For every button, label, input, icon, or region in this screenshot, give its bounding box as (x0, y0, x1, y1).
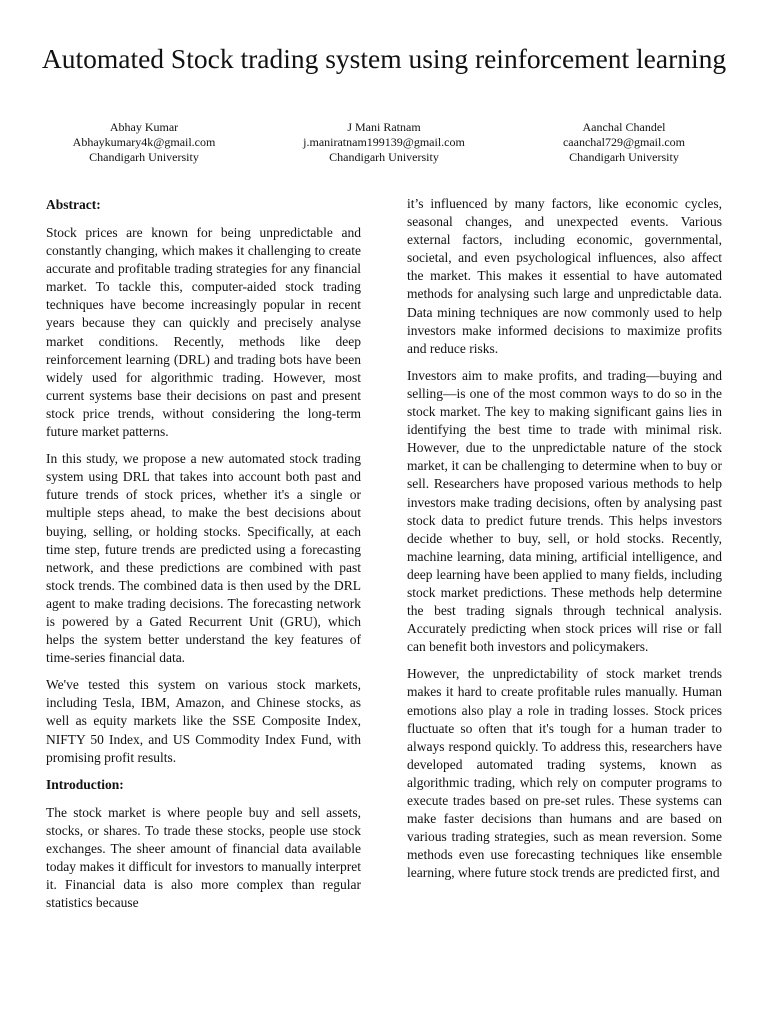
introduction-heading: Introduction: (46, 776, 124, 792)
left-column (46, 196, 361, 921)
author-email: caanchal729@gmail.com (562, 135, 685, 149)
author-affiliation: Chandigarh University (329, 150, 439, 164)
body-paragraph: it’s influenced by many factors, like economic cycles, seasonal changes, and unexpected events. Various external factors, including economic, governmental, societal, and even psychological influences, also affect the market. This makes it essential to have automated methods for analysing such large and unpredictable data. Data mining techniques are now commonly used to help investors make informed decisions to maximize profits and reduce risks. (407, 196, 722, 356)
author-1 (34, 120, 254, 165)
abstract-paragraph: Stock prices are known for being unpredictable and constantly changing, which makes it challenging to create accurate and profitable trading strategies for any financial market. To tackle this, computer-aided stock trading techniques have become increasingly popular in recent years because they can quickly and precisely analyse market conditions. Recently, methods like deep reinforcement learning (DRL) and trading bots have been widely used for algorithmic trading. However, most current systems base their decisions on past and present stock price trends, without considering the long-term future market patterns. (46, 225, 361, 440)
body-paragraph: However, the unpredictability of stock market trends makes it hard to create profitable rules manually. Human emotions also play a role in trading losses. Stock prices fluctuate so often that it's tough for a human trader to always respond quickly. To address this, researchers have developed automated trading systems, known as algorithmic trading, which rely on computer programs to execute trades based on pre-set rules. These systems can make faster decisions than humans and are based on various trading strategies, such as mean reversion. Some methods even use forecasting techniques like ensemble learning, where future stock trends are predicted first, and (407, 666, 722, 881)
author-name: Abhay Kumar (109, 120, 179, 134)
introduction-paragraph: The stock market is where people buy and sell assets, stocks, or shares. To trade these stocks, people use stock exchanges. The sheer amount of financial data available today makes it difficult for investors to manually interpret it. Financial data is also more complex than regular statistics because (46, 804, 361, 911)
body-paragraph: Investors aim to make profits, and trading—buying and selling—is one of the most common ways to do so in the stock market. The key to making significant gains lies in identifying the best time to trade with minimal risk. However, due to the unpredictable nature of the stock market, it can be challenging to determine when to buy or sell. Researchers have proposed various methods to help investors make trading decisions, often by analysing past stock data to predict future trends. This helps investors decide whether to buy, sell, or hold stocks. Recently, machine learning, data mining, artificial intelligence, and deep learning have been applied to many fields, including stock market predictions. These methods help determine the best trading signals through technical analysis. Accurately predicting when stock prices will rise or fall can benefit both investors and policymakers. (407, 367, 722, 655)
author-email: Abhaykumary4k@gmail.com (72, 135, 216, 149)
author-name: J Mani Ratnam (347, 120, 421, 134)
abstract-heading: Abstract: (46, 197, 101, 212)
author-affiliation: Chandigarh University (89, 150, 199, 164)
author-email: j.maniratnam199139@gmail.com (303, 135, 465, 149)
author-name: Aanchal Chandel (582, 120, 666, 134)
author-2 (274, 120, 494, 165)
paper-title: Automated Stock trading system using reinforcement learning (41, 43, 727, 74)
abstract-paragraph: In this study, we propose a new automated stock trading system using DRL that takes into account both past and future trends of stock prices, whether it's a single or multiple steps ahead, to make the best decisions about buying, selling, or holding stocks. Specifically, at each time step, future trends are predicted using a forecasting network, and these predictions are combined with past stock trends. The combined data is then used by the DRL agent to make trading decisions. The forecasting network is powered by a Gated Recurrent Unit (GRU), which helps the system better understand the key features of time-series financial data. (46, 451, 361, 666)
author-3 (514, 120, 734, 165)
author-affiliation: Chandigarh University (569, 150, 679, 164)
right-column (407, 195, 722, 891)
abstract-paragraph: We've tested this system on various stock markets, including Tesla, IBM, Amazon, and Chinese stocks, as well as equity markets like the SSE Composite Index, NIFTY 50 Index, and US Commodity Index Fund, with promising profit results. (46, 677, 361, 765)
